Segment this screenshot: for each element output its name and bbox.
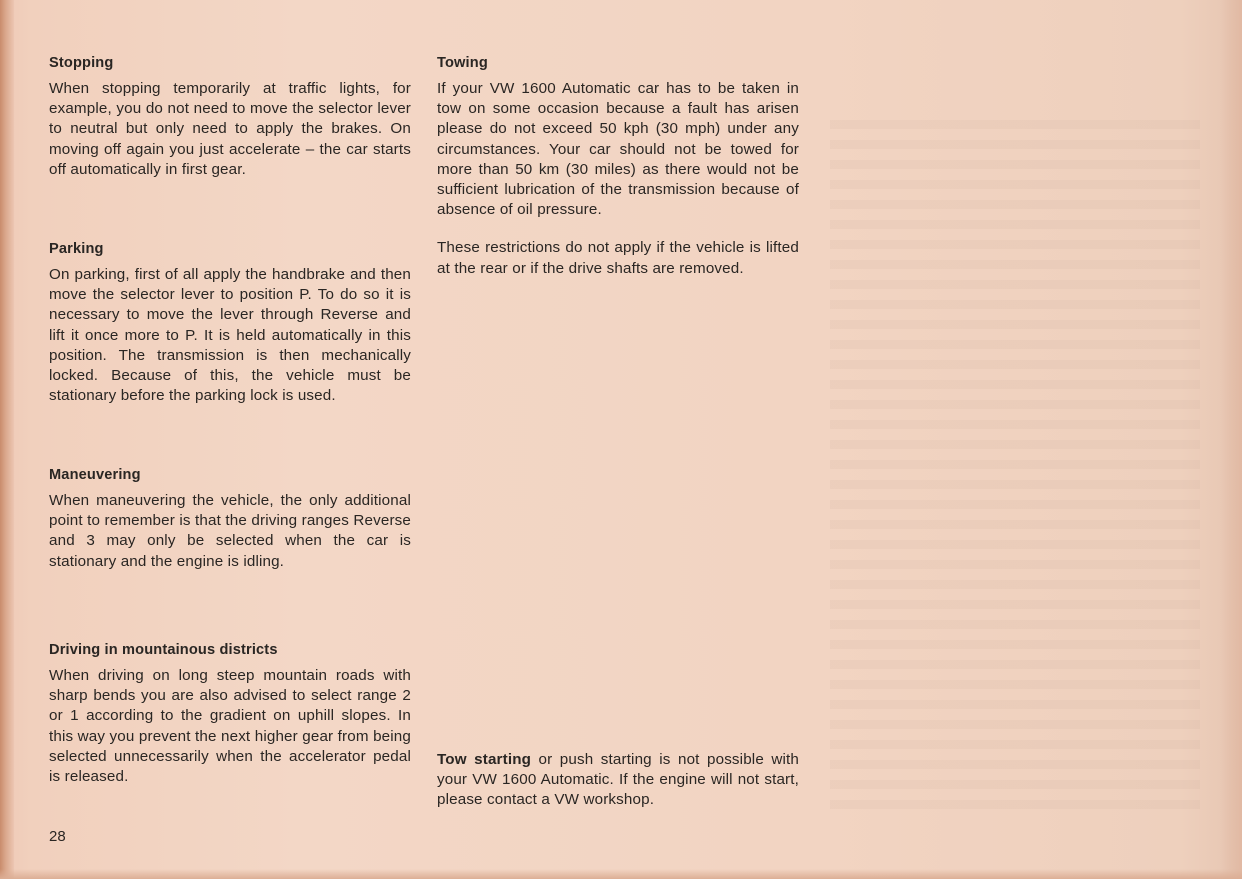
- text-maneuvering: When maneuvering the vehicle, the only additional point to remember is that the driving ranges Reverse and 3 may only be selected when the car is stationary and the engine is idling.: [49, 492, 411, 570]
- text-stopping: When stopping temporarily at traffic lights, for example, you do not need to move the selector lever to neutral but only need to apply the brakes. On moving off again you just accelerate – the car starts off automatically in first gear.: [49, 80, 411, 178]
- page-right-edge: [1220, 0, 1242, 879]
- page-number: 28: [49, 828, 66, 845]
- section-maneuvering: [49, 466, 411, 572]
- text-towing-2: These restrictions do not apply if the vehicle is lifted at the rear or if the drive shafts are removed.: [437, 239, 799, 277]
- tow-starting-body: or push starting is not possible with your VW 1600 Automatic. If the engine will not start, please contact a VW workshop.: [437, 751, 799, 809]
- section-mountain-driving: [49, 641, 411, 787]
- text-tow-starting: [437, 750, 799, 811]
- section-towing: [437, 54, 799, 279]
- text-parking: On parking, first of all apply the handbrake and then move the selector lever to position P. To do so it is necessary to move the lever through Reverse and lift it once more to P. It is held automatically in this position. The transmission is then mechanically locked. Because of this, the vehicle must be stationary before the parking lock is used.: [49, 266, 411, 405]
- page-bottom-edge: [0, 869, 1242, 879]
- heading-mountain-driving: Driving in mountainous districts: [49, 642, 278, 658]
- text-mountain-driving: When driving on long steep mountain roads with sharp bends you are also advised to select range 2 or 1 according to the gradient on uphill slopes. In this way you prevent the next higher gear from being selected unnecessarily when the accelerator pedal is released.: [49, 667, 411, 786]
- section-stopping: [49, 54, 411, 180]
- heading-parking: Parking: [49, 241, 104, 257]
- heading-maneuvering: Maneuvering: [49, 467, 141, 483]
- page-binding-edge: [0, 0, 14, 879]
- heading-stopping: Stopping: [49, 55, 114, 71]
- tow-starting-lead: Tow starting: [437, 751, 532, 768]
- section-tow-starting: [437, 750, 799, 811]
- text-towing-1: If your VW 1600 Automatic car has to be taken in tow on some occasion because a fault has arisen please do not exceed 50 kph (30 mph) under any circumstances. Your car should not be towed for more than 50 km (30 miles) as there would not be sufficient lubrication of the transmission because of absence of oil pressure.: [437, 80, 799, 219]
- section-parking: [49, 240, 411, 406]
- heading-towing: Towing: [437, 55, 488, 71]
- show-through-text: [830, 120, 1200, 820]
